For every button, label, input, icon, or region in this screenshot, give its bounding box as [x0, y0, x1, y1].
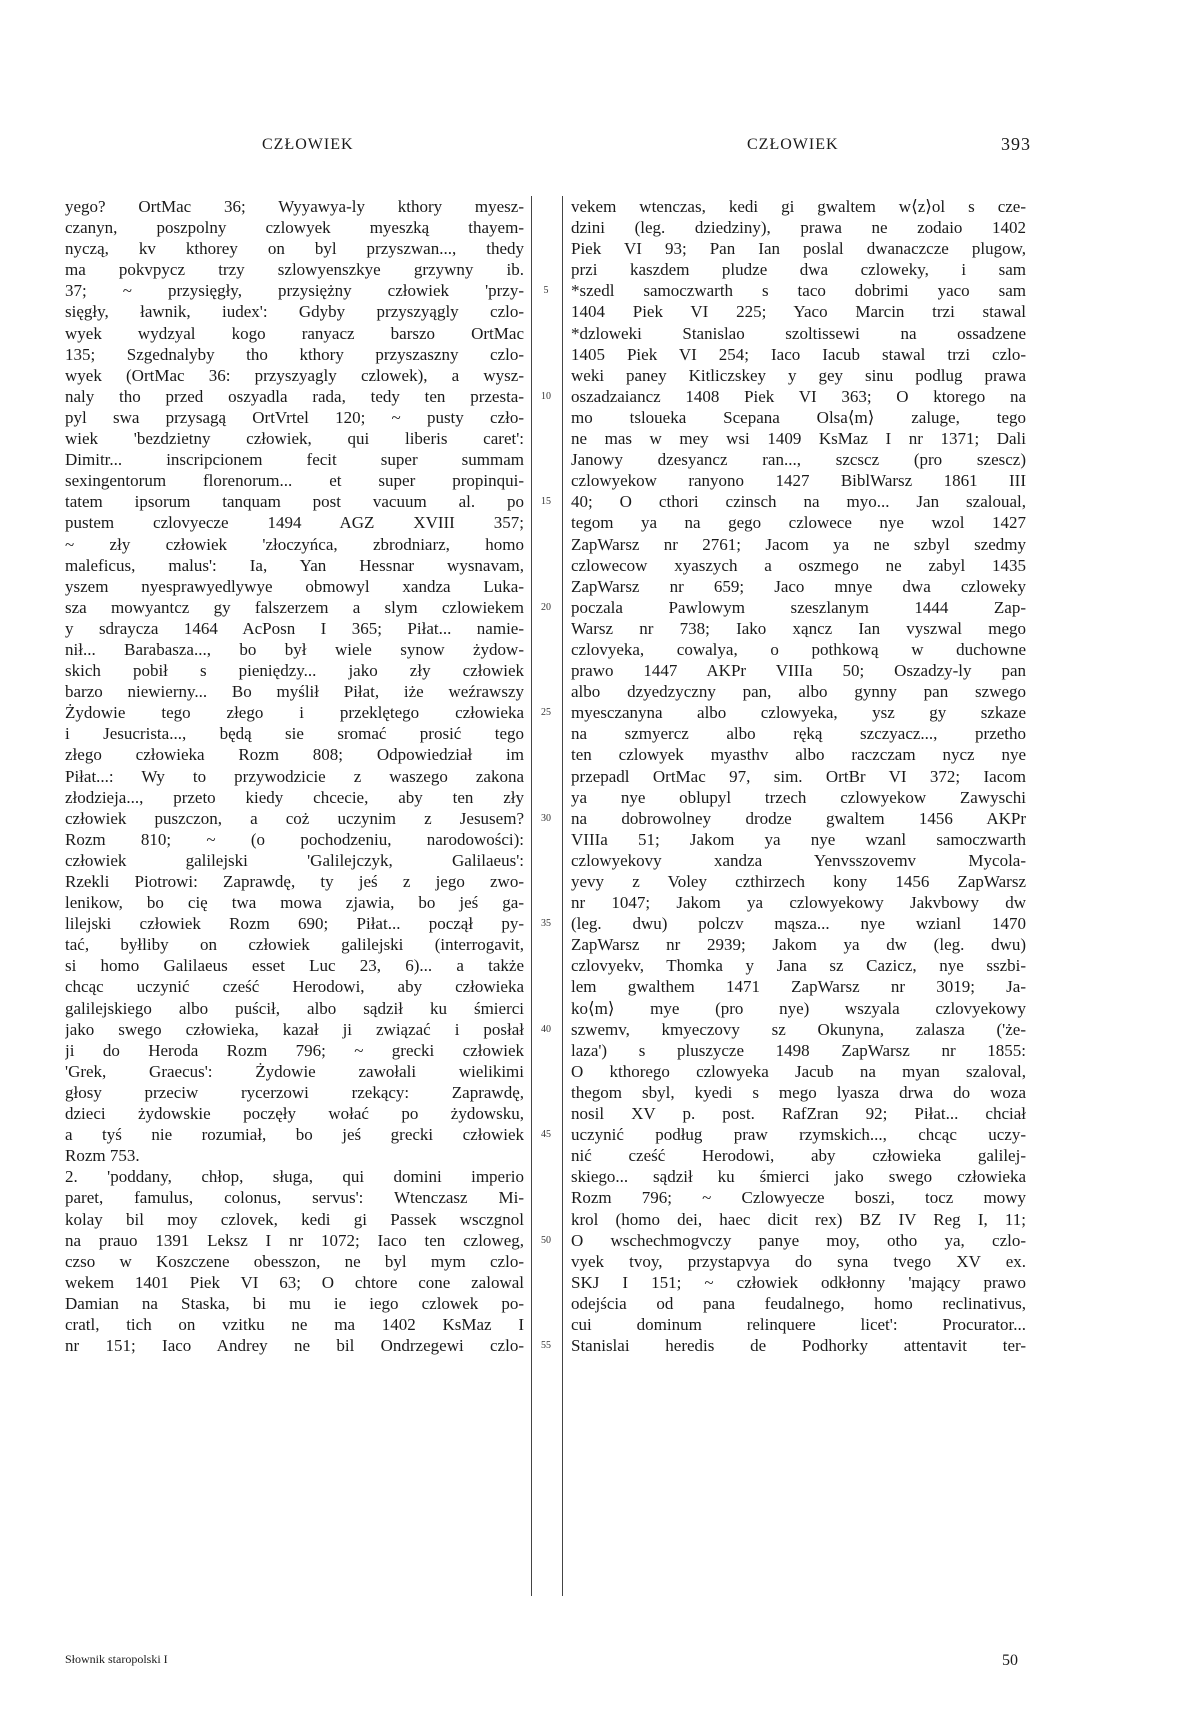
column-rule-right: [562, 196, 563, 1596]
text-line: (leg. dwu) polczv mąsza... nye wzianl 1470: [571, 914, 1026, 934]
text-line: człowiek puszczon, a coż uczynim z Jesusem?: [65, 808, 524, 828]
line-number: 20: [541, 601, 551, 613]
text-line: Rozm 753.: [65, 1146, 140, 1166]
text-line: czlowyekovy xandza Yenvsszovemv Mycola-: [571, 850, 1026, 870]
text-line: pustem czlovyecze 1494 AGZ XVIII 357;: [65, 513, 524, 533]
text-line: tegom ya na gego czlowece nye wzol 1427: [571, 513, 1026, 533]
text-line: Damian na Staska, bi mu ie iego czlowek po-: [65, 1293, 524, 1313]
text-line: sza mowyantcz gy falszerzem a slym czlowiekem: [65, 597, 524, 617]
text-line: si homo Galilaeus esset Luc 23, 6)... a także: [65, 956, 524, 976]
text-line: *szedl samoczwarth s taco dobrimi yaco sam: [571, 281, 1026, 301]
text-line: weki paney Kitliczskey y gey sinu podlug prawa: [571, 365, 1026, 385]
line-number: 5: [543, 285, 549, 297]
text-line: Dimitr... inscripcionem fecit super summam: [65, 450, 524, 470]
line-number: 55: [541, 1340, 551, 1352]
text-line: nić cześć Herodowi, aby człowieka galilej-: [571, 1146, 1026, 1166]
text-line: O kthorego czlowyeka Jacub na myan szaloval,: [571, 1061, 1026, 1081]
text-line: ten czlowyek myasthv albo raczczam nycz nye: [571, 745, 1026, 765]
text-line: wiek 'bezdzietny człowiek, qui liberis caret':: [65, 429, 524, 449]
text-line: lilejski człowiek Rozm 690; Piłat... począł py-: [65, 914, 524, 934]
text-line: na prauo 1391 Leksz I nr 1072; Iaco ten czloweg,: [65, 1230, 524, 1250]
text-line: czlovyeka, cowalya, o pothkową w duchowne: [571, 639, 1026, 659]
text-line: yego? OrtMac 36; Wyyawya-ly kthory myesz-: [65, 197, 524, 216]
text-line: lenikow, bo cię twa mowa zjawia, bo jeś ga-: [65, 893, 524, 913]
line-number: 10: [541, 390, 551, 402]
text-line: nosil XV p. post. RafZran 92; Piłat... chciał: [571, 1104, 1026, 1124]
text-line: ji do Heroda Rozm 796; ~ grecki człowiek: [65, 1040, 524, 1060]
text-line: Piek VI 93; Pan Ian poslal dwanaczcze plugow,: [571, 239, 1026, 259]
right-column: [571, 196, 1026, 1356]
text-line: albo dzyedzyczny pan, albo gynny pan szwego: [571, 682, 1026, 702]
text-line: yszem nyesprawyedlywye obmowyl xandza Luka-: [65, 576, 524, 596]
text-line: na szmyercz albo ręką szczyacz..., przetho: [571, 724, 1026, 744]
line-number: 50: [541, 1234, 551, 1246]
text-line: cui dominum relinquere licet': Procurator...: [571, 1314, 1026, 1334]
footer-sheet-number: 50: [1002, 1652, 1018, 1669]
text-line: skich pobił s pieniędzy... jako zły człowiek: [65, 661, 524, 681]
text-line: 1404 Piek VI 225; Yaco Marcin trzi stawal: [571, 302, 1026, 322]
text-line: 2. 'poddany, chłop, sługa, qui domini imperio: [65, 1167, 524, 1187]
text-line: Janowy dzesyancz ran..., szcscz (pro szescz): [571, 450, 1026, 470]
text-line: SKJ I 151; ~ człowiek odkłonny 'mający prawo: [571, 1272, 1026, 1292]
page-number: 393: [1001, 134, 1031, 154]
text-line: ya nye oblupyl trzech czlowyekow Zawyschi: [571, 787, 1026, 807]
text-line: nr 151; Iaco Andrey ne bil Ondrzegewi czlo-: [65, 1336, 524, 1356]
text-line: uczynić podług praw rzymskich..., chcąc uczy-: [571, 1125, 1026, 1145]
text-line: szwemv, kmyeczovy sz Okunyna, zalasza ('że-: [571, 1019, 1026, 1039]
text-line: tatem ipsorum tanquam post vacuum al. po: [65, 492, 524, 512]
text-line: prawo 1447 AKPr VIIIa 50; Oszadzy-ly pan: [571, 661, 1026, 681]
text-line: 'Grek, Graecus': Żydowie zawołali wielikimi: [65, 1061, 524, 1081]
text-line: czlovyekv, Thomka y Jana sz Cazicz, nye sszbi-: [571, 956, 1026, 976]
text-line: nyczą, kv kthorey on byl przyszwan..., thedy: [65, 239, 524, 259]
text-line: Żydowie tego złego i przeklętego człowieka: [65, 703, 524, 723]
text-line: lem gwalthem 1471 ZapWarsz nr 3019; Ja-: [571, 977, 1026, 997]
line-number: 35: [541, 918, 551, 930]
text-line: 135; Szgednalyby tho kthory przyszaszny czlo-: [65, 344, 524, 364]
text-line: pyl swa przysagą OrtVrtel 120; ~ pusty czło-: [65, 407, 524, 427]
text-line: na dobrowolney drodze gwaltem 1456 AKPr: [571, 808, 1026, 828]
text-line: dzieci żydowskie poczęły wołać po żydowsku,: [65, 1104, 524, 1124]
text-line: Rozm 796; ~ Czlowyecze boszi, tocz mowy: [571, 1188, 1026, 1208]
text-line: czlowecow xyaszych a oszmego ne zabyl 1435: [571, 555, 1026, 575]
text-line: wyek wydzyal kogo ranyacz barszo OrtMac: [65, 323, 524, 343]
text-line: ~ zły człowiek 'złoczyńca, zbrodniarz, homo: [65, 534, 524, 554]
text-line: vekem wtenczas, kedi gi gwaltem w⟨z⟩ol s cze-: [571, 197, 1026, 216]
text-line: a tyś nie rozumiał, bo jeś grecki człowiek: [65, 1125, 524, 1145]
text-line: ZapWarsz nr 659; Jaco mnye dwa czloweky: [571, 576, 1026, 596]
text-line: głosy przeciw rycerzowi rzekący: Zaprawdę,: [65, 1082, 524, 1102]
line-number: 15: [541, 496, 551, 508]
text-line: naly tho przed oszyadla rada, tedy ten przesta-: [65, 386, 524, 406]
header-left: CZŁOWIEK: [262, 136, 354, 153]
text-line: VIIIa 51; Jakom ya nye wzanl samoczwarth: [571, 829, 1026, 849]
text-line: kolay bil moy czlovek, kedi gi Passek wsczgnol: [65, 1209, 524, 1229]
text-line: Stanislai heredis de Podhorky attentavit ter-: [571, 1336, 1026, 1356]
text-line: wyek (OrtMac 36: przyszyagly czlowek), a wysz-: [65, 365, 524, 385]
text-line: człowiek galilejski 'Galilejczyk, Galilaeus':: [65, 850, 524, 870]
text-line: laza') s pluszycze 1498 ZapWarsz nr 1855:: [571, 1040, 1026, 1060]
line-number: 45: [541, 1129, 551, 1141]
text-line: thegom sbyl, kyedi s mego lyasza drwa do woza: [571, 1082, 1026, 1102]
text-line: vyek tvoy, przystapvya do syna tvego XV ex.: [571, 1251, 1026, 1271]
text-line: ne mas w mey wsi 1409 KsMaz I nr 1371; Dali: [571, 429, 1026, 449]
text-line: ZapWarsz nr 2939; Jakom ya dw (leg. dwu): [571, 935, 1026, 955]
text-line: y sdraycza 1464 AcPosn I 365; Piłat... namie-: [65, 618, 524, 638]
text-line: oszadzaiancz 1408 Piek VI 363; O ktorego na: [571, 386, 1026, 406]
text-line: krol (homo dei, haec dicit rex) BZ IV Reg I, 11;: [571, 1209, 1026, 1229]
text-line: ma pokvpycz trzy szlowyenszkye grzywny ib.: [65, 260, 524, 280]
text-line: 40; O cthori czinsch na myo... Jan szaloual,: [571, 492, 1026, 512]
text-line: i Jesucrista..., będą sie sromać prosić tego: [65, 724, 524, 744]
line-number: 25: [541, 707, 551, 719]
text-line: mo tsloueka Scepana Olsa⟨m⟩ zaluge, tego: [571, 407, 1026, 427]
text-line: poczala Pawlowym szeszlanym 1444 Zap-: [571, 597, 1026, 617]
column-rule-left: [531, 196, 532, 1596]
text-line: galilejskiego albo puścił, albo sądził ku śmierci: [65, 998, 524, 1018]
text-line: przi kaszdem pludze dwa czloweky, i sam: [571, 260, 1026, 280]
text-line: jako swego człowieka, kazał ji związać i posłał: [65, 1019, 524, 1039]
line-number: 30: [541, 812, 551, 824]
text-line: odejścia od pana feudalnego, homo reclinativus,: [571, 1293, 1026, 1313]
text-line: 1405 Piek VI 254; Iaco Iacub stawal trzi czlo-: [571, 344, 1026, 364]
text-line: Rzekli Piotrowi: Zaprawdę, ty jeś z jego zwo-: [65, 872, 524, 891]
text-line: ZapWarsz nr 2761; Jacom ya ne szbyl szedmy: [571, 534, 1026, 554]
text-line: wekem 1401 Piek VI 63; O chtore cone zalowal: [65, 1272, 524, 1292]
text-line: yevy z Voley czthirzech kony 1456 ZapWarsz: [571, 872, 1026, 891]
text-line: czanyn, poszpolny czlowyek myeszką thayem-: [65, 218, 524, 238]
text-line: ko⟨m⟩ mye (pro nye) wszyala czlovyekowy: [571, 998, 1026, 1018]
text-line: Piłat...: Wy to przywodzicie z waszego zakona: [65, 766, 524, 786]
text-line: złego człowieka Rozm 808; Odpowiedział im: [65, 745, 524, 765]
text-line: sięgły, ławnik, iudex': Gdyby przyszyągly czlo-: [65, 302, 524, 322]
text-line: sexingentorum florenorum... et super propinqui-: [65, 471, 524, 491]
text-line: *dzloweki Stanislao szoltissewi na ossadzene: [571, 323, 1026, 343]
text-line: 37; ~ przysięgły, przysiężny człowiek 'przy-: [65, 281, 524, 301]
text-line: Warsz nr 738; Iako xąncz Ian vyszwal mego: [571, 618, 1026, 638]
footer-title: Słownik staropolski I: [65, 1652, 168, 1666]
text-line: Rozm 810; ~ (o pochodzeniu, narodowości):: [65, 829, 524, 849]
text-line: skiego... sądził ku śmierci jako swego człowieka: [571, 1167, 1026, 1187]
text-line: tać, byłliby on człowiek galilejski (interrogavit,: [65, 935, 524, 955]
text-line: nił... Barabasza..., bo był wiele synow żydow-: [65, 639, 524, 659]
line-number: 40: [541, 1023, 551, 1035]
text-line: cratl, tich on vzitku ne ma 1402 KsMaz I: [65, 1314, 524, 1334]
text-line: maleficus, malus': Ia, Yan Hessnar wysnavam,: [65, 555, 524, 575]
text-line: myesczanyna albo czlowyeka, ysz gy szkaze: [571, 703, 1026, 723]
text-line: nr 1047; Jakom ya czlowyekowy Jakvbowy dw: [571, 893, 1026, 913]
left-column: [65, 196, 524, 1356]
text-line: czlowyekow ranyono 1427 BiblWarsz 1861 III: [571, 471, 1026, 491]
text-line: czso w Koszczene obesszon, ne byl mym czlo-: [65, 1251, 524, 1271]
text-line: chcąc uczynić cześć Herodowi, aby człowieka: [65, 977, 524, 997]
text-line: dzini (leg. dziedziny), prawa ne zodaio 1402: [571, 218, 1026, 238]
text-line: barzo niewierny... Bo myślił Piłat, iże weźrawszy: [65, 682, 524, 702]
header-right: CZŁOWIEK: [747, 136, 839, 153]
text-line: złodzieja..., przeto kiedy chcecie, aby ten zły: [65, 787, 524, 807]
text-line: O wschechmogvczy panye moy, otho ya, czlo-: [571, 1230, 1026, 1250]
text-line: przepadl OrtMac 97, sim. OrtBr VI 372; Iacom: [571, 766, 1026, 786]
text-line: paret, famulus, colonus, servus': Wtenczasz Mi-: [65, 1188, 524, 1208]
